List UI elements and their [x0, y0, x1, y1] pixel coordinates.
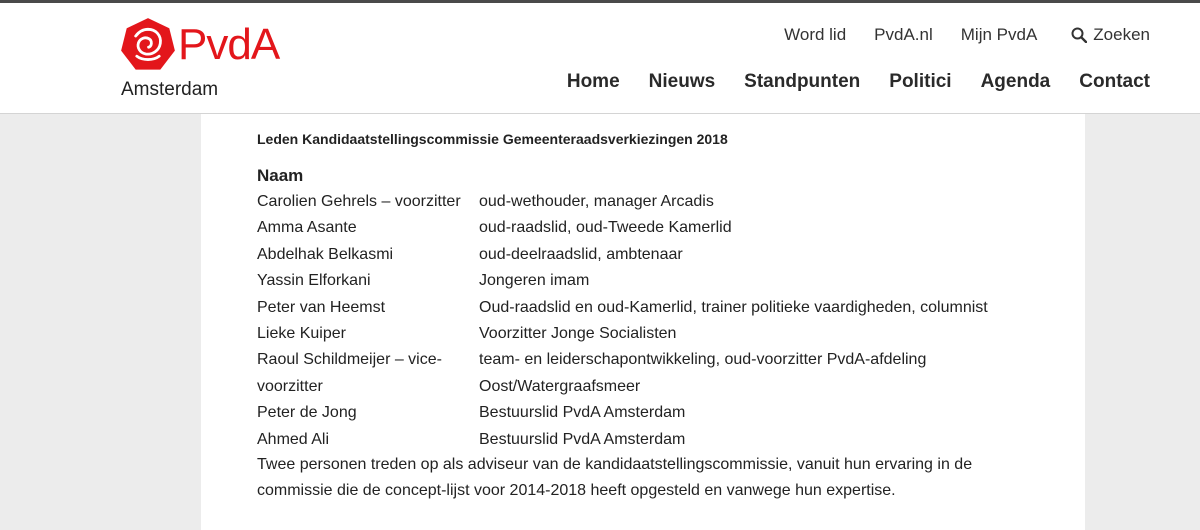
word-lid-link[interactable]: Word lid [784, 25, 847, 44]
member-role: oud-raadslid, oud-Tweede Kamerlid [479, 219, 732, 237]
rose-logo-icon [120, 17, 176, 73]
member-list [257, 189, 1057, 453]
search-label: Zoeken [1093, 25, 1150, 44]
member-role: oud-deelraadslid, ambtenaar [479, 245, 683, 263]
search-button[interactable] [1071, 25, 1150, 45]
mijn-pvda-link[interactable]: Mijn PvdA [960, 25, 1038, 44]
nav-agenda[interactable]: Agenda [980, 71, 1051, 92]
member-name: Peter de Jong [257, 404, 357, 422]
member-name: Carolien Gehrels – voorzitter [257, 193, 461, 210]
member-role: Bestuurslid PvdA Amsterdam [479, 430, 686, 448]
article-content [201, 114, 1085, 530]
utility-nav [756, 25, 1150, 45]
nav-politici[interactable]: Politici [889, 71, 952, 92]
member-role: oud-wethouder, manager Arcadis [479, 193, 714, 210]
advisor-note: Twee personen treden op als adviseur van de kandidaatstellingscommissie, vanuit hun ervaring in de commissie die de concept-lijst voor 2014-2018 heeft opgesteld en vanwege hun expertise. [257, 456, 973, 500]
article-subtitle: Leden Kandidaatstellingscommissie Gemeenteraadsverkiezingen 2018 [257, 131, 728, 147]
member-row [257, 189, 1057, 215]
site-header [0, 3, 1200, 114]
nav-contact[interactable]: Contact [1079, 71, 1150, 92]
member-name: Yassin Elforkani [257, 272, 371, 290]
column-header-naam: Naam [257, 166, 304, 185]
nav-nieuws[interactable]: Nieuws [648, 71, 716, 92]
member-row [257, 242, 1057, 268]
member-row [257, 295, 1057, 321]
nav-standpunten[interactable]: Standpunten [744, 71, 861, 92]
member-row [257, 268, 1057, 294]
member-name: Lieke Kuiper [257, 325, 346, 343]
member-role: Oud-raadslid en oud-Kamerlid, trainer politieke vaardigheden, columnist [479, 298, 988, 316]
pvda-nl-link[interactable]: PvdA.nl [874, 25, 933, 44]
member-row [257, 321, 1057, 347]
logo-wordmark: PvdA [178, 20, 280, 69]
logo-subtitle: Amsterdam [121, 79, 219, 100]
member-role: Voorzitter Jonge Socialisten [479, 325, 677, 343]
search-icon [1071, 27, 1087, 43]
member-role: Bestuurslid PvdA Amsterdam [479, 404, 686, 422]
main-nav [538, 71, 1150, 93]
member-row [257, 400, 1057, 426]
member-row [257, 215, 1057, 241]
logo-link[interactable] [120, 17, 279, 73]
member-row [257, 427, 1057, 453]
member-name: Ahmed Ali [257, 430, 330, 448]
nav-home[interactable]: Home [566, 71, 620, 92]
member-name: Amma Asante [257, 219, 357, 237]
member-row [257, 347, 1057, 400]
member-name: Peter van Heemst [257, 298, 386, 316]
member-role: Jongeren imam [479, 272, 590, 290]
member-name: Abdelhak Belkasmi [257, 245, 394, 263]
member-name: Raoul Schildmeijer – vice-voorzitter [257, 351, 442, 395]
member-role: team- en leiderschapontwikkeling, oud-voorzitter PvdA-afdeling Oost/Watergraafsmeer [479, 351, 927, 395]
